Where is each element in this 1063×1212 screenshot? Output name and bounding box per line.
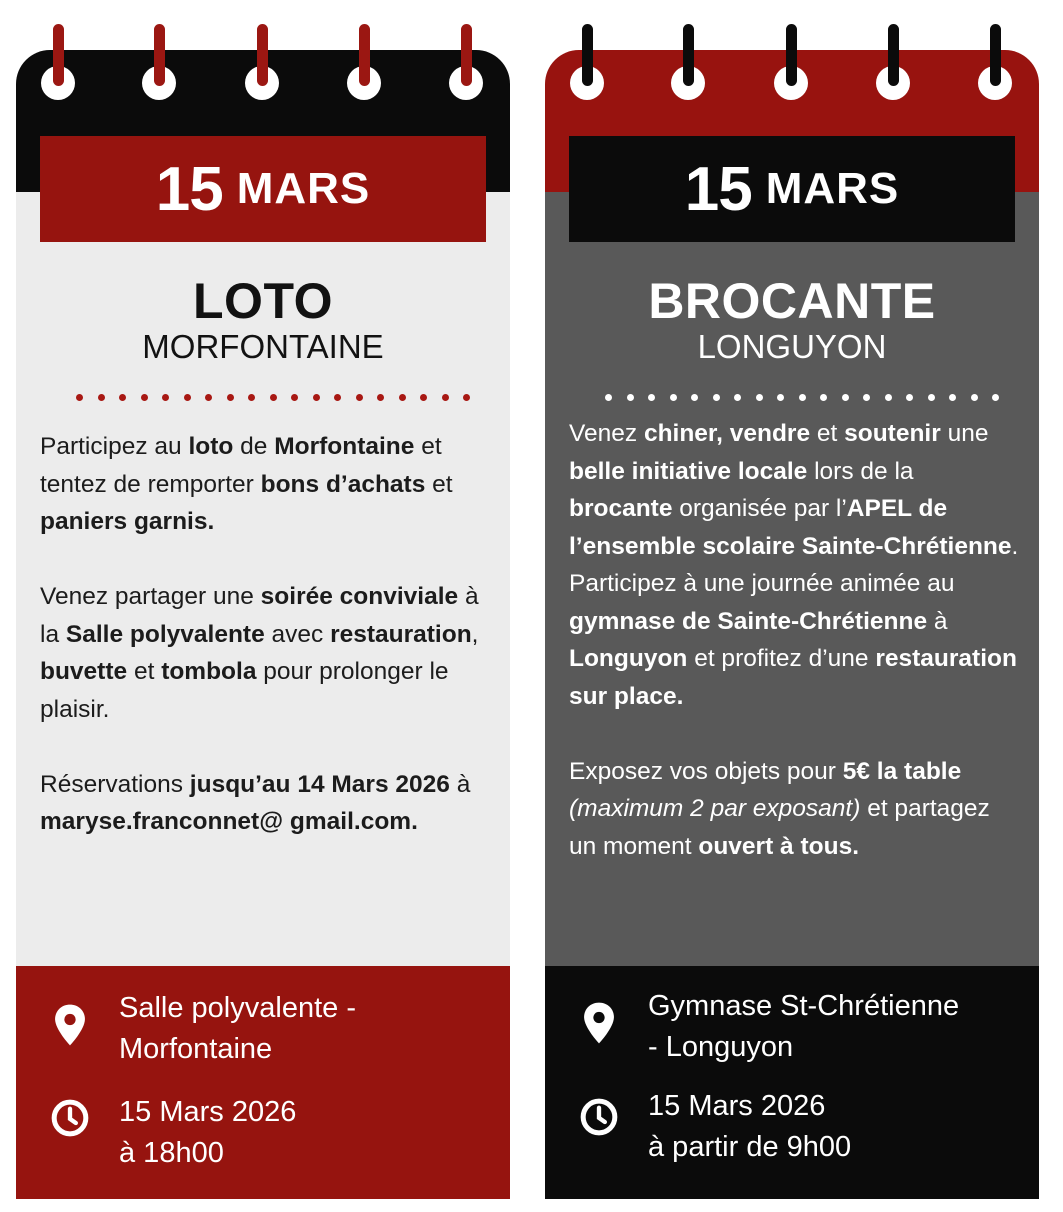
divider-dot <box>906 394 913 401</box>
emphasis-text: tombola <box>161 658 257 685</box>
time-line: 15 Mars 2026 <box>119 1096 297 1128</box>
divider-dot <box>777 394 784 401</box>
emphasis-text: paniers garnis. <box>40 508 215 535</box>
description-paragraph: Participez au loto de Morfontaine et tentez de remporter bons d’achats et paniers garnis. <box>40 433 453 535</box>
divider-dot <box>605 394 612 401</box>
divider-dot <box>227 394 234 401</box>
event-town: LONGUYON <box>697 328 887 365</box>
emphasis-text: Salle polyvalente <box>65 620 265 648</box>
date-day: 15 <box>684 154 752 224</box>
divider-dot <box>76 394 83 401</box>
emphasis-text: soirée conviviale <box>260 583 459 610</box>
binder-post <box>359 24 370 86</box>
divider-dot <box>949 394 956 401</box>
emphasis-text: chiner, vendre <box>643 420 811 447</box>
divider-dot <box>270 394 277 401</box>
dotted-divider <box>76 394 470 402</box>
emphasis-text: 5€ la table <box>842 757 962 785</box>
emphasis-text: restauration sur place. <box>569 645 1017 710</box>
divider-dot <box>313 394 320 401</box>
event-description <box>569 415 1023 903</box>
emphasis-text: maryse.franconnet@ gmail.com. <box>40 808 418 835</box>
divider-dot <box>334 394 341 401</box>
divider-dot <box>291 394 298 401</box>
divider-dot <box>442 394 449 401</box>
divider-dot <box>119 394 126 401</box>
location-line: Morfontaine <box>119 1033 273 1065</box>
date-day: 15 <box>155 154 223 224</box>
binder-post <box>786 24 797 86</box>
time-line: 15 Mars 2026 <box>648 1090 826 1122</box>
emphasis-text: brocante <box>569 495 673 522</box>
emphasis-text: gymnase de Sainte-Chrétienne <box>569 607 928 635</box>
binder-post <box>461 24 472 86</box>
clock-icon <box>50 1096 90 1140</box>
emphasis-text: loto <box>188 433 234 460</box>
divider-dot <box>885 394 892 401</box>
emphasis-text: jusqu’au 14 Mars 2026 <box>189 770 450 798</box>
divider-dot <box>205 394 212 401</box>
divider-dot <box>863 394 870 401</box>
divider-dot <box>627 394 634 401</box>
italic-text: (maximum 2 par exposant) <box>569 795 861 822</box>
date-banner <box>569 136 1015 242</box>
divider-dot <box>670 394 677 401</box>
location-line: Salle polyvalente - <box>119 992 356 1024</box>
divider-dot <box>713 394 720 401</box>
description-paragraph: Venez chiner, vendre et soutenir une belle initiative locale lors de la brocante organisée par l’APEL de l’ensemble scolaire Sainte-Chrétienne. Participez à une journée animée au gymnase de Sainte-Chrétienne à Longuyon et profitez d’une restauration sur place. <box>569 420 1019 710</box>
binder-post <box>582 24 593 86</box>
date-month: MARS <box>765 164 900 213</box>
binder-post <box>888 24 899 86</box>
divider-dot <box>734 394 741 401</box>
event-card-brocante <box>545 0 1039 1212</box>
divider-dot <box>691 394 698 401</box>
event-description <box>40 428 494 878</box>
dotted-divider <box>605 394 999 402</box>
date-banner <box>40 136 486 242</box>
divider-dot <box>648 394 655 401</box>
location-line: Gymnase St-Chrétienne <box>648 990 960 1022</box>
divider-dot <box>799 394 806 401</box>
divider-dot <box>756 394 763 401</box>
clock-icon <box>579 1095 619 1139</box>
emphasis-text: restauration <box>330 620 472 648</box>
description-paragraph: Exposez vos objets pour 5€ la table (maximum 2 par exposant) et partagez un moment ouvert à tous. <box>569 757 990 860</box>
divider-dot <box>463 394 470 401</box>
emphasis-text: bons d’achats <box>260 470 426 498</box>
divider-dot <box>377 394 384 401</box>
emphasis-text: buvette <box>40 658 128 685</box>
description-paragraph: Venez partager une soirée conviviale à la Salle polyvalente avec restauration, buvette et tombola pour prolonger le plaisir. <box>40 583 479 723</box>
divider-dot <box>820 394 827 401</box>
emphasis-text: APEL de l’ensemble scolaire Sainte-Chrétienne <box>569 495 1012 560</box>
location-pin-icon <box>50 1003 90 1047</box>
binder-post <box>53 24 64 86</box>
event-town: MORFONTAINE <box>142 328 384 365</box>
divider-dot <box>928 394 935 401</box>
location-line: - Longuyon <box>648 1031 794 1063</box>
date-month: MARS <box>236 164 371 213</box>
divider-dot <box>162 394 169 401</box>
divider-dot <box>420 394 427 401</box>
divider-dot <box>98 394 105 401</box>
divider-dot <box>248 394 255 401</box>
divider-dot <box>992 394 999 401</box>
binder-post <box>990 24 1001 86</box>
divider-dot <box>399 394 406 401</box>
emphasis-text: belle initiative locale <box>569 457 808 485</box>
divider-dot <box>971 394 978 401</box>
binder-post <box>154 24 165 86</box>
time-line: à 18h00 <box>119 1137 224 1169</box>
divider-dot <box>842 394 849 401</box>
event-title: LOTO <box>193 273 333 329</box>
emphasis-text: ouvert à tous. <box>698 832 860 860</box>
divider-dot <box>356 394 363 401</box>
divider-dot <box>184 394 191 401</box>
binder-post <box>257 24 268 86</box>
description-paragraph: Réservations jusqu’au 14 Mars 2026 à maryse.franconnet@ gmail.com. <box>40 770 471 835</box>
emphasis-text: soutenir <box>844 420 941 447</box>
binder-post <box>683 24 694 86</box>
divider-dot <box>141 394 148 401</box>
emphasis-text: Morfontaine <box>274 433 415 460</box>
emphasis-text: Longuyon <box>569 645 688 672</box>
time-line: à partir de 9h00 <box>648 1131 852 1163</box>
event-card-loto <box>16 0 510 1212</box>
location-pin-icon <box>579 1001 619 1045</box>
event-title: BROCANTE <box>648 273 936 329</box>
